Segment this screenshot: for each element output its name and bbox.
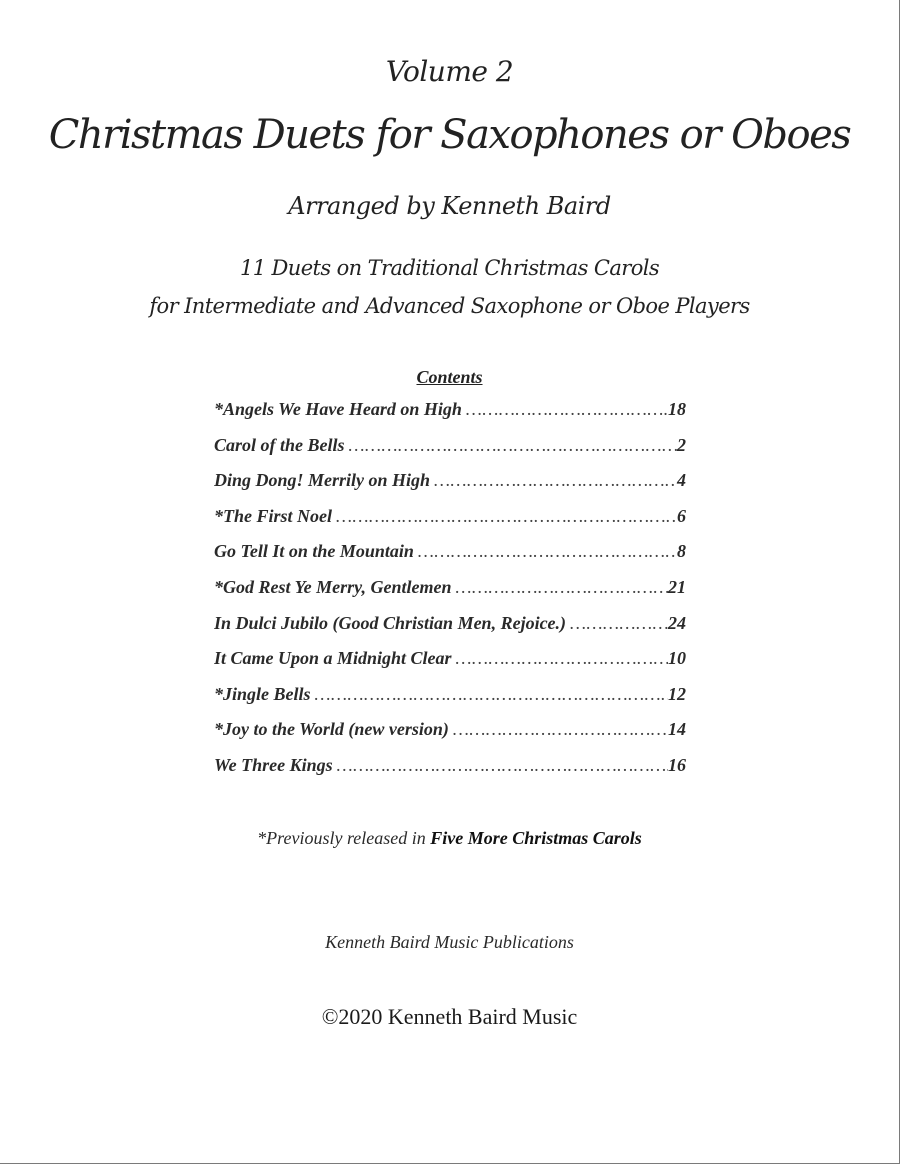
toc-entry-title: *Angels We Have Heard on High	[214, 399, 462, 419]
toc-entry-page: 8	[677, 541, 686, 562]
subtitle-line-2: for Intermediate and Advanced Saxophone or Oboe Players	[149, 294, 750, 318]
toc-leader-dots	[315, 684, 668, 705]
toc-entry-title: *The First Noel	[214, 505, 333, 526]
toc-leader-dots	[456, 648, 668, 669]
toc-leader-dots	[570, 613, 668, 634]
toc-entry-title: In Dulci Jubilo (Good Christian Men, Rejoice.)	[214, 612, 567, 633]
toc-entry-page: 4	[677, 470, 686, 491]
toc-leader-dots	[349, 435, 677, 456]
toc-entry-page: 6	[677, 505, 686, 526]
toc-leader-dots	[337, 755, 668, 776]
copyright-notice: ©2020 Kenneth Baird Music	[321, 1004, 578, 1029]
toc-entry-page: 12	[668, 683, 686, 704]
toc-entry-title: Go Tell It on the Mountain	[214, 541, 414, 562]
toc-leader-dots	[418, 541, 677, 562]
publisher-name: Kenneth Baird Music Publications	[325, 932, 574, 952]
toc-entry-page: 14	[668, 719, 686, 740]
toc-entry	[214, 719, 686, 755]
note-prefix: *Previously released in	[257, 828, 431, 848]
toc-entry	[214, 613, 686, 649]
subtitle-line-1: 11 Duets on Traditional Christmas Carols	[239, 256, 660, 280]
toc-entry-page: 21	[668, 576, 686, 597]
toc-entry-title: Ding Dong! Merrily on High	[214, 470, 431, 491]
toc-entry	[214, 506, 686, 542]
toc-entry-page: 2	[677, 434, 686, 455]
volume-label: Volume 2	[385, 55, 514, 88]
toc-leader-dots	[455, 577, 668, 598]
toc-entry	[214, 577, 686, 613]
toc-entry	[214, 435, 686, 471]
toc-entry	[214, 470, 686, 506]
toc-entry-page: 10	[668, 648, 686, 669]
toc-entry-title: Carol of the Bells	[214, 434, 345, 455]
toc-leader-dots	[453, 719, 668, 740]
toc-entry	[214, 541, 686, 577]
toc-entry	[214, 399, 686, 435]
toc-entry	[214, 755, 686, 791]
toc-leader-dots	[434, 470, 677, 491]
arranger-credit: Arranged by Kenneth Baird	[288, 192, 611, 220]
toc-entry-title: We Three Kings	[214, 754, 333, 775]
toc-entry-title: It Came Upon a Midnight Clear	[214, 648, 452, 669]
toc-entry	[214, 684, 686, 720]
toc-entry	[214, 648, 686, 684]
contents-heading: Contents	[416, 367, 483, 387]
toc-leader-dots	[466, 399, 668, 420]
toc-entry-page: 16	[668, 754, 686, 775]
toc-entry-title: *God Rest Ye Merry, Gentlemen	[214, 576, 452, 597]
toc-leader-dots	[336, 506, 677, 527]
page-title: Christmas Duets for Saxophones or Oboes	[48, 112, 851, 158]
table-of-contents	[214, 399, 686, 791]
previously-released-note	[0, 828, 899, 849]
toc-entry-page: 24	[668, 612, 686, 633]
toc-entry-title: *Joy to the World (new version)	[214, 719, 449, 740]
toc-entry-title: *Jingle Bells	[214, 683, 311, 704]
toc-entry-page: 18	[668, 399, 686, 419]
note-book-title: Five More Christmas Carols	[430, 828, 642, 848]
